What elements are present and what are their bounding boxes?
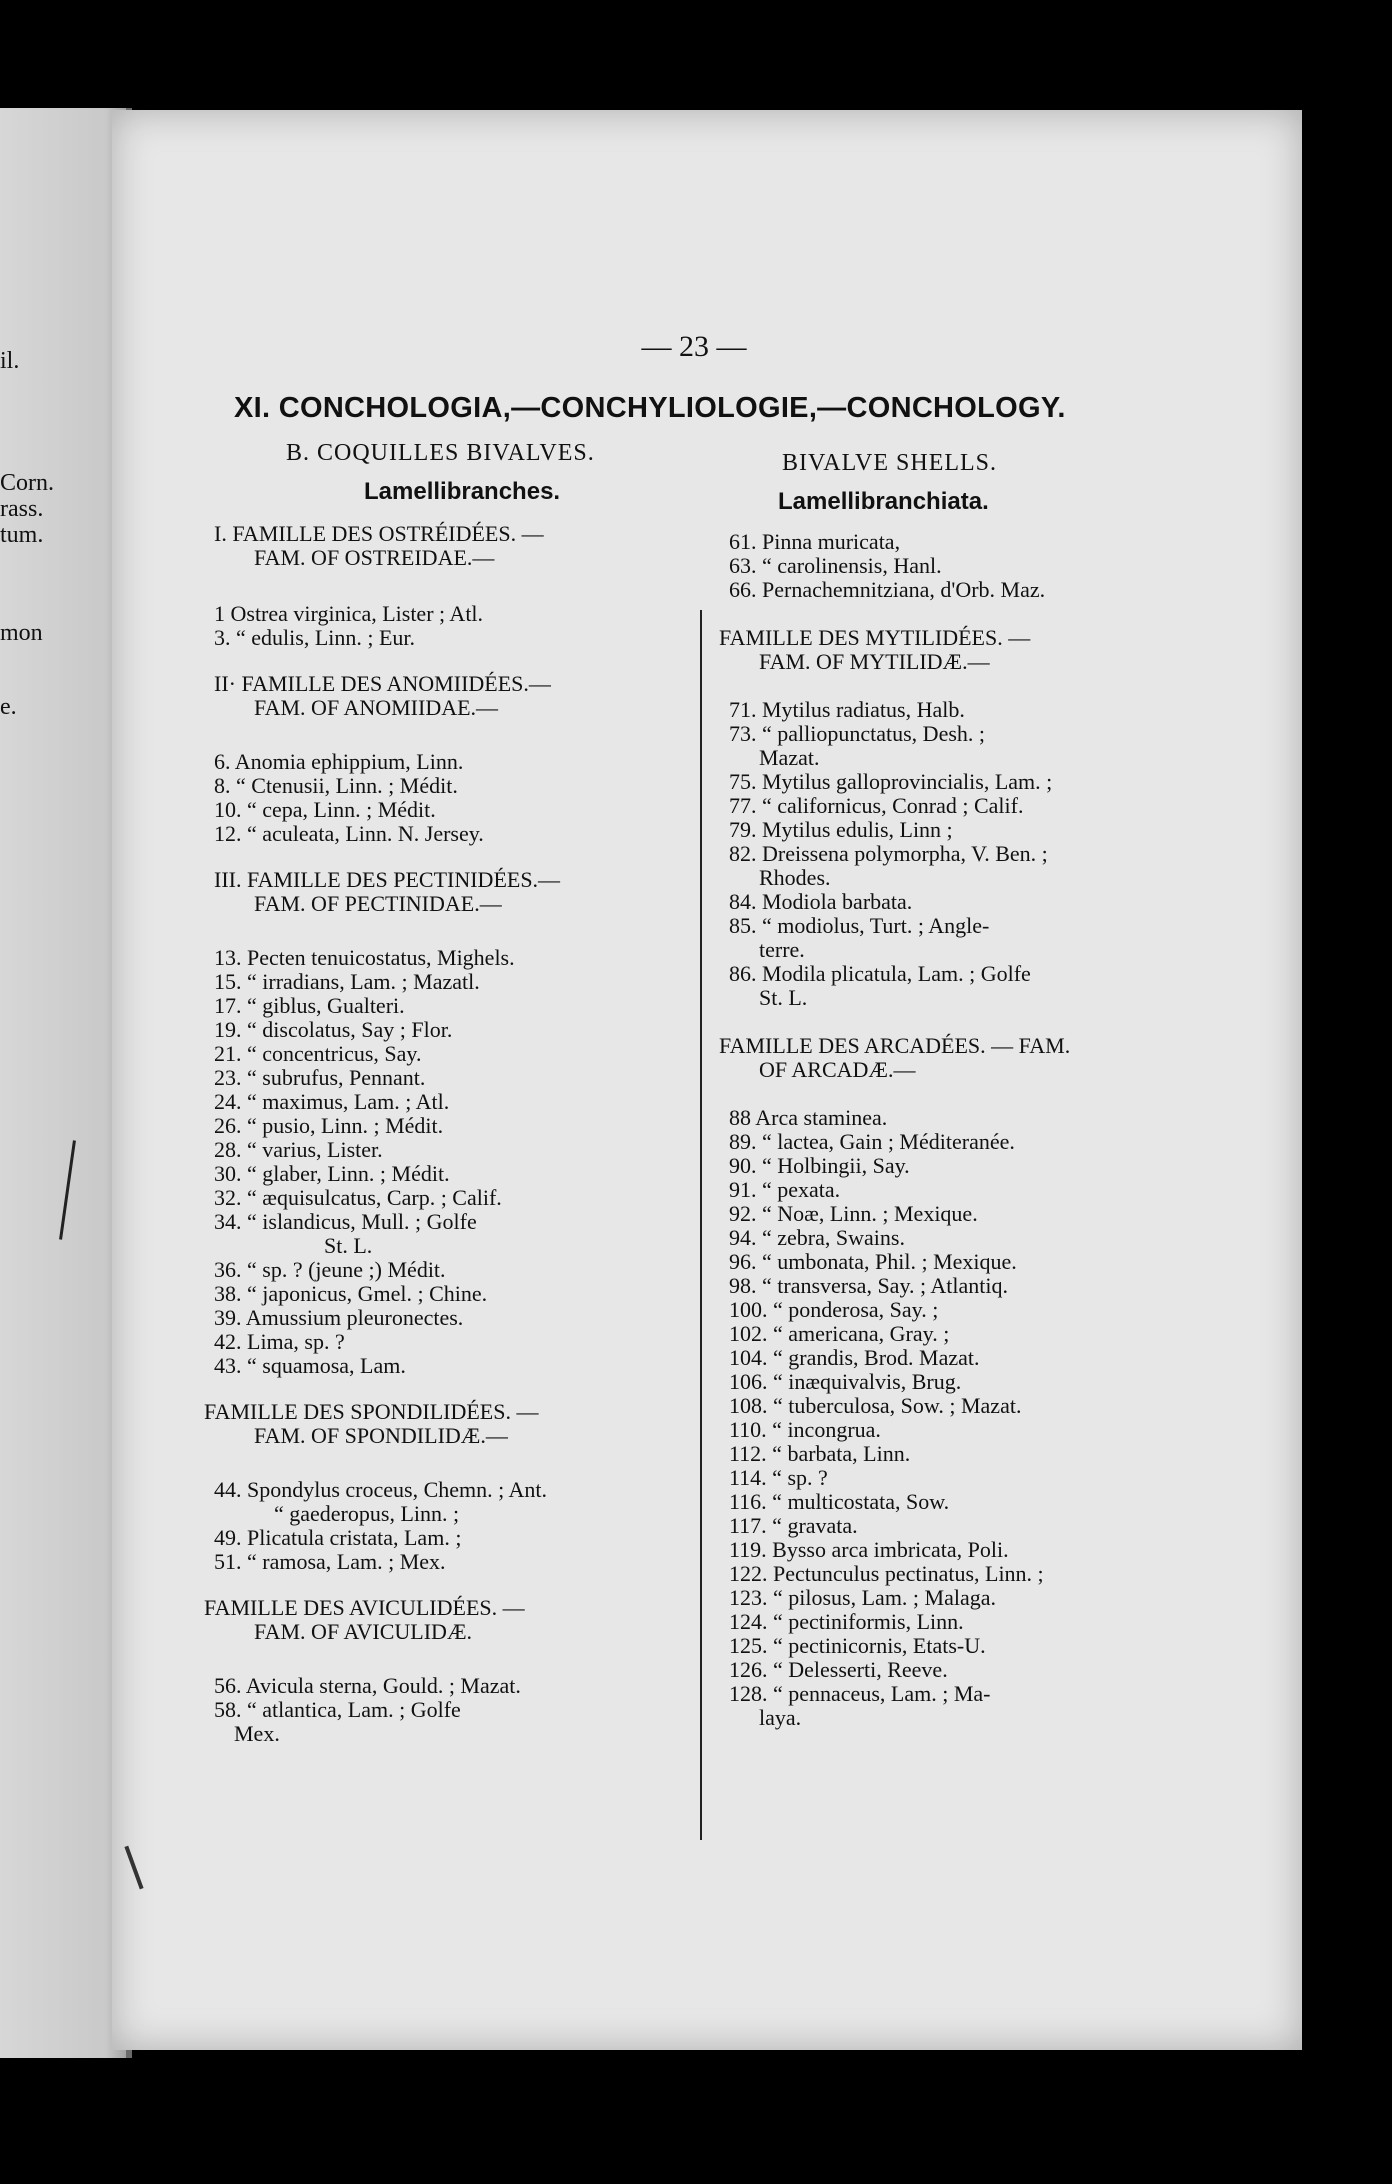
class-heading-left: Lamellibranches. (364, 478, 561, 505)
catalog-line: 125. “ pectinicornis, Etats-U. (729, 1633, 986, 1658)
catalog-line: OF ARCADÆ.— (759, 1057, 916, 1082)
catalog-line: 119. Bysso arca imbricata, Poli. (729, 1537, 1009, 1562)
catalog-line: 13. Pecten tenuicostatus, Mighels. (214, 945, 515, 970)
catalog-line: 34. “ islandicus, Mull. ; Golfe (214, 1209, 477, 1234)
catalog-line: 75. Mytilus galloprovincialis, Lam. ; (729, 769, 1053, 794)
catalog-line: 77. “ californicus, Conrad ; Calif. (729, 793, 1024, 818)
left-fragment: rass. (0, 496, 44, 522)
catalog-line: 106. “ inæquivalvis, Brug. (729, 1369, 962, 1394)
catalog-line: 98. “ transversa, Say. ; Atlantiq. (729, 1273, 1009, 1298)
catalog-line: 108. “ tuberculosa, Sow. ; Mazat. (729, 1393, 1022, 1418)
catalog-line: Rhodes. (759, 865, 831, 890)
catalog-line: 15. “ irradians, Lam. ; Mazatl. (214, 969, 480, 994)
catalog-line: 6. Anomia ephippium, Linn. (214, 749, 464, 774)
catalog-line: FAM. OF ANOMIIDAE.— (254, 695, 499, 720)
catalog-line: 102. “ americana, Gray. ; (729, 1321, 950, 1346)
catalog-line: 21. “ concentricus, Say. (214, 1041, 422, 1066)
left-fragment: mon (0, 620, 43, 646)
catalog-line: 73. “ palliopunctatus, Desh. ; (729, 721, 986, 746)
catalog-line: “ gaederopus, Linn. ; (274, 1501, 460, 1526)
catalog-line: 10. “ cepa, Linn. ; Médit. (214, 797, 436, 822)
catalog-line: 42. Lima, sp. ? (214, 1329, 345, 1354)
catalog-line: 128. “ pennaceus, Lam. ; Ma- (729, 1681, 991, 1706)
catalog-line: FAMILLE DES SPONDILIDÉES. — (204, 1399, 539, 1424)
catalog-line: 123. “ pilosus, Lam. ; Malaga. (729, 1585, 997, 1610)
subhead-left-text: B. COQUILLES BIVALVES. (286, 440, 595, 466)
catalog-line: 96. “ umbonata, Phil. ; Mexique. (729, 1249, 1017, 1274)
subhead-left (286, 440, 595, 467)
catalog-line: 58. “ atlantica, Lam. ; Golfe (214, 1697, 461, 1722)
catalog-line: FAMILLE DES ARCADÉES. — FAM. (719, 1033, 1071, 1058)
catalog-line: 79. Mytilus edulis, Linn ; (729, 817, 953, 842)
left-fragment: il. (0, 348, 20, 374)
left-fragment: Corn. (0, 470, 54, 496)
catalog-line: 94. “ zebra, Swains. (729, 1225, 905, 1250)
class-heading-right: Lamellibranchiata. (778, 488, 989, 515)
catalog-line: FAM. OF SPONDILIDÆ.— (254, 1423, 508, 1448)
catalog-line: 124. “ pectiniformis, Linn. (729, 1609, 964, 1634)
catalog-line: 38. “ japonicus, Gmel. ; Chine. (214, 1281, 488, 1306)
subhead-right-text: BIVALVE SHELLS. (782, 450, 998, 476)
catalog-line: II· FAMILLE DES ANOMIIDÉES.— (214, 671, 551, 696)
catalog-line: 19. “ discolatus, Say ; Flor. (214, 1017, 453, 1042)
page-number: — 23 — (641, 330, 747, 363)
catalog-line: Mazat. (759, 745, 820, 770)
catalog-line: FAMILLE DES MYTILIDÉES. — (719, 625, 1031, 650)
catalog-line: FAM. OF PECTINIDAE.— (254, 891, 502, 916)
catalog-line: III. FAMILLE DES PECTINIDÉES.— (214, 867, 561, 892)
catalog-line: 44. Spondylus croceus, Chemn. ; Ant. (214, 1477, 548, 1502)
catalog-line: 82. Dreissena polymorpha, V. Ben. ; (729, 841, 1048, 866)
catalog-line: 86. Modila plicatula, Lam. ; Golfe (729, 961, 1031, 986)
catalog-line: 84. Modiola barbata. (729, 889, 913, 914)
catalog-line: 3. “ edulis, Linn. ; Eur. (214, 625, 416, 650)
catalog-line: 36. “ sp. ? (jeune ;) Médit. (214, 1257, 446, 1282)
catalog-line: 126. “ Delesserti, Reeve. (729, 1657, 948, 1682)
catalog-line: 17. “ giblus, Gualteri. (214, 993, 405, 1018)
catalog-line: 63. “ carolinensis, Hanl. (729, 553, 942, 578)
catalog-line: 1 Ostrea virginica, Lister ; Atl. (214, 601, 484, 626)
catalog-line: 12. “ aculeata, Linn. N. Jersey. (214, 821, 484, 846)
catalog-line: laya. (759, 1705, 802, 1730)
catalog-line: Mex. (234, 1721, 280, 1746)
catalog-line: 26. “ pusio, Linn. ; Médit. (214, 1113, 444, 1138)
catalog-line: terre. (759, 937, 805, 962)
catalog-line: FAM. OF OSTREIDAE.— (254, 545, 495, 570)
left-fragment: tum. (0, 522, 44, 548)
catalog-line: 23. “ subrufus, Pennant. (214, 1065, 426, 1090)
catalog-line: 66. Pernachemnitziana, d'Orb. Maz. (729, 577, 1046, 602)
catalog-line: 56. Avicula sterna, Gould. ; Mazat. (214, 1673, 521, 1698)
catalog-line: 89. “ lactea, Gain ; Méditeranée. (729, 1129, 1015, 1154)
catalog-line: 91. “ pexata. (729, 1177, 841, 1202)
catalog-line: 71. Mytilus radiatus, Halb. (729, 697, 965, 722)
page-content (194, 110, 1194, 2050)
catalog-line: 100. “ ponderosa, Say. ; (729, 1297, 939, 1322)
left-fragment: e. (0, 694, 17, 720)
catalog-line: 32. “ æquisulcatus, Carp. ; Calif. (214, 1185, 502, 1210)
column-divider (700, 610, 702, 1840)
catalog-line: 92. “ Noæ, Linn. ; Mexique. (729, 1201, 978, 1226)
catalog-line: 49. Plicatula cristata, Lam. ; (214, 1525, 462, 1550)
catalog-line: 30. “ glaber, Linn. ; Médit. (214, 1161, 450, 1186)
catalog-line: 8. “ Ctenusii, Linn. ; Médit. (214, 773, 458, 798)
catalog-line: 117. “ gravata. (729, 1513, 858, 1538)
catalog-line: 90. “ Holbingii, Say. (729, 1153, 910, 1178)
catalog-line: 104. “ grandis, Brod. Mazat. (729, 1345, 980, 1370)
catalog-line: 122. Pectunculus pectinatus, Linn. ; (729, 1561, 1044, 1586)
catalog-line: 28. “ varius, Lister. (214, 1137, 383, 1162)
catalog-line: FAMILLE DES AVICULIDÉES. — (204, 1595, 525, 1620)
catalog-line: I. FAMILLE DES OSTRÉIDÉES. — (214, 521, 544, 546)
catalog-line: 39. Amussium pleuronectes. (214, 1305, 464, 1330)
catalog-line: 43. “ squamosa, Lam. (214, 1353, 406, 1378)
catalog-line: St. L. (759, 985, 808, 1010)
catalog-line: 51. “ ramosa, Lam. ; Mex. (214, 1549, 446, 1574)
catalog-line: 112. “ barbata, Linn. (729, 1441, 911, 1466)
catalog-line: FAM. OF AVICULIDÆ. (254, 1619, 473, 1644)
catalog-line: 114. “ sp. ? (729, 1465, 828, 1490)
catalog-line: FAM. OF MYTILIDÆ.— (759, 649, 990, 674)
catalog-line: 116. “ multicostata, Sow. (729, 1489, 950, 1514)
book-page (112, 110, 1302, 2050)
catalog-line: 24. “ maximus, Lam. ; Atl. (214, 1089, 450, 1114)
catalog-line: 61. Pinna muricata, (729, 529, 901, 554)
catalog-line: 110. “ incongrua. (729, 1417, 881, 1442)
catalog-line: 88 Arca staminea. (729, 1105, 888, 1130)
page-title: XI. CONCHOLOGIA,—CONCHYLIOLOGIE,—CONCHOLOGY. (234, 392, 1066, 424)
catalog-line: 85. “ modiolus, Turt. ; Angle- (729, 913, 990, 938)
catalog-line: St. L. (324, 1233, 373, 1258)
subhead-right (782, 450, 997, 477)
